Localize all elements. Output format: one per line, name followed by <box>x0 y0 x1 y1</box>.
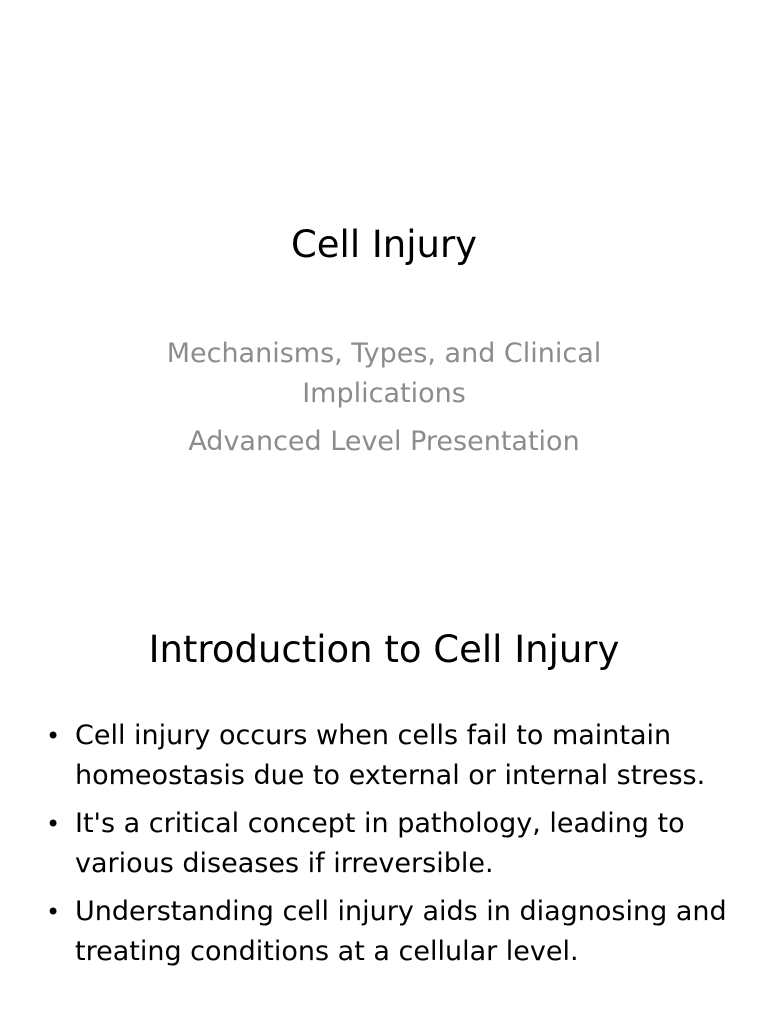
bullet-item <box>46 716 736 796</box>
bullet-text: It's a critical concept in pathology, leading to various diseases if irreversible. <box>75 808 685 879</box>
bullet-item <box>46 804 736 884</box>
content-slide <box>0 560 768 1024</box>
subtitle-line: Advanced Level Presentation <box>188 426 580 457</box>
bullet-list <box>46 716 736 980</box>
bullet-icon: • <box>46 898 61 926</box>
subtitle-block <box>130 334 638 462</box>
bullet-text: Cell injury occurs when cells fail to maintain homeostasis due to external or internal stress. <box>75 720 706 791</box>
subtitle-line: Mechanisms, Types, and Clinical Implications <box>166 338 602 409</box>
bullet-text: Understanding cell injury aids in diagnosing and treating conditions at a cellular level. <box>75 896 727 967</box>
bullet-icon: • <box>46 810 61 838</box>
slide-title: Cell Injury <box>290 223 478 266</box>
bullet-icon: • <box>46 722 61 750</box>
bullet-item <box>46 892 736 972</box>
slide-title: Introduction to Cell Injury <box>148 628 620 671</box>
